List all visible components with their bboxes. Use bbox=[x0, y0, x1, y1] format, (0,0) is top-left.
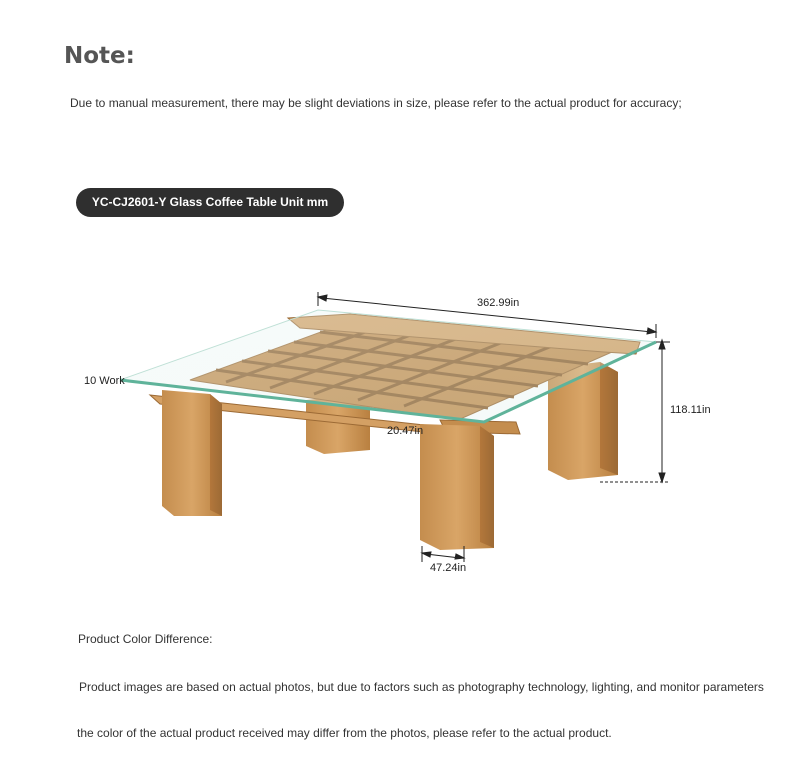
side-label: 10 Work bbox=[84, 375, 125, 387]
note-text: Due to manual measurement, there may be slight deviations in size, please refer to the actual product for accuracy; bbox=[70, 96, 682, 110]
height-label: 118.11in bbox=[670, 404, 711, 416]
note-title: Note: bbox=[64, 43, 135, 69]
color-difference-text-line-2: the color of the actual product received may differ from the photos, please refer to the actual product. bbox=[77, 726, 612, 740]
leg-width-label: 47.24in bbox=[430, 562, 467, 574]
length-label: 362.99in bbox=[477, 297, 520, 309]
product-diagram bbox=[0, 270, 790, 590]
front-right-leg bbox=[420, 424, 494, 550]
depth-label: 20.47in bbox=[387, 425, 424, 437]
model-label-badge: YC-CJ2601-Y Glass Coffee Table Unit mm bbox=[76, 188, 344, 217]
color-difference-text-line-1: Product images are based on actual photos, but due to factors such as photography technology, lighting, and monitor parameters bbox=[79, 680, 764, 694]
front-left-leg bbox=[162, 390, 222, 516]
color-difference-heading: Product Color Difference: bbox=[78, 632, 213, 646]
